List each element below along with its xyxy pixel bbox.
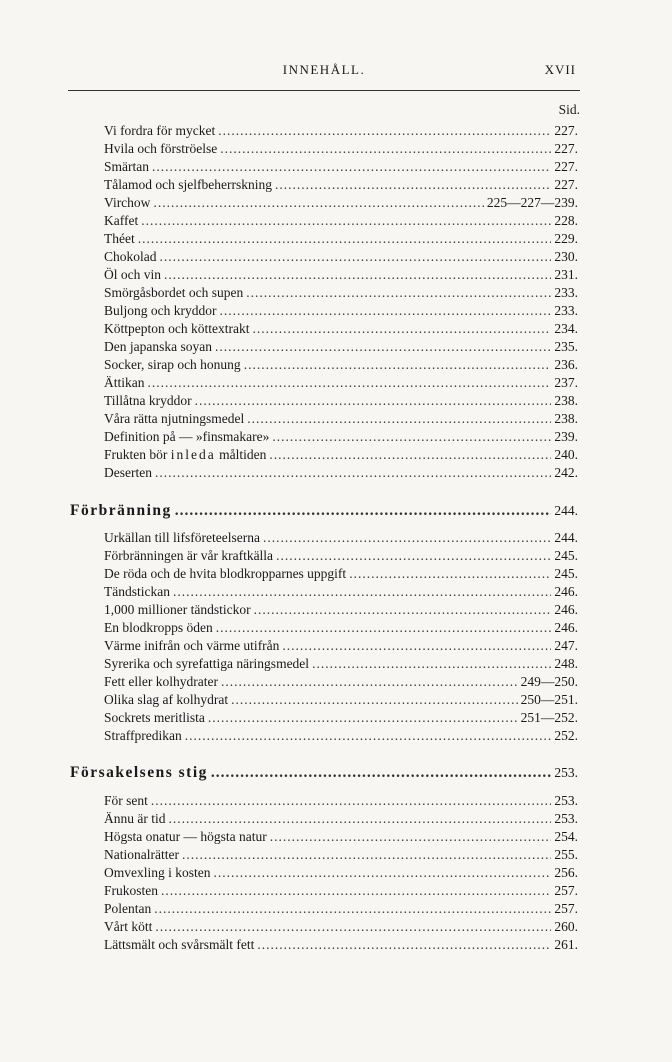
toc-entry: Våra rätta njutningsmedel ..... 238. (104, 410, 578, 428)
toc-entry: Buljong och kryddor ..... 233. (104, 302, 578, 320)
toc-entry: Kaffet ..... 228. (104, 212, 578, 230)
page-header (68, 58, 580, 88)
toc-entry: Hvila och förströelse ..... 227. (104, 140, 578, 158)
toc-entry: Syrerika och syrefattiga näringsmedel ..... 248. (104, 655, 578, 673)
toc-entry: Omvexling i kosten ..... 256. (104, 864, 578, 882)
toc-entry: Lättsmält och svårsmält fett ..... 261. (104, 936, 578, 954)
toc-entry: Tillåtna kryddor ..... 238. (104, 392, 578, 410)
toc-entry: Frukten bör inleda måltiden ..... 240. (104, 446, 578, 464)
toc-entry: Den japanska soyan ..... 235. (104, 338, 578, 356)
toc-entry: Smärtan ..... 227. (104, 158, 578, 176)
toc-entry: Socker, sirap och honung ..... 236. (104, 356, 578, 374)
section-heading: Försakelsens stig ..... 253. (70, 764, 578, 782)
toc-entry: Köttpepton och köttextrakt ..... 234. (104, 320, 578, 338)
toc-entry: Olika slag af kolhydrat ..... 250—251. (104, 691, 578, 709)
toc-entry: Tålamod och sjelfbeherrskning ..... 227. (104, 176, 578, 194)
toc-entry: En blodkropps öden ..... 246. (104, 619, 578, 637)
toc-entry: Fett eller kolhydrater ..... 249—250. (104, 673, 578, 691)
toc-entry: Ättikan ..... 237. (104, 374, 578, 392)
toc-entry: Definition på — »finsmakare» ..... 239. (104, 428, 578, 446)
toc-entry: Virchow ..... 225—227—239. (104, 194, 578, 212)
toc-entry: Vårt kött ..... 260. (104, 918, 578, 936)
section-heading: Förbränning ..... 244. (70, 502, 578, 520)
toc-entry: Ännu är tid ..... 253. (104, 810, 578, 828)
toc-entry: Urkällan till lifsföreteelserna ..... 244. (104, 529, 578, 547)
toc-entry: Théet ..... 229. (104, 230, 578, 248)
page-column-label: Sid. (558, 102, 580, 117)
toc-entry: Deserten ..... 242. (104, 464, 578, 482)
toc-entry: 1,000 millioner tändstickor ..... 246. (104, 601, 578, 619)
toc-entry: Vi fordra för mycket ..... 227. (104, 122, 578, 140)
toc-entry: Straffpredikan ..... 252. (104, 727, 578, 745)
toc-entry: De röda och de hvita blodkropparnes uppgift ..... 245. (104, 565, 578, 583)
toc-entry: Sockrets meritlista ..... 251—252. (104, 709, 578, 727)
header-rule (68, 90, 580, 91)
toc-entry: Chokolad ..... 230. (104, 248, 578, 266)
toc-entry: Högsta onatur — högsta natur ..... 254. (104, 828, 578, 846)
toc-entry: Frukosten ..... 257. (104, 882, 578, 900)
toc-entry: För sent ..... 253. (104, 792, 578, 810)
toc-entry: Polentan ..... 257. (104, 900, 578, 918)
toc-entry: Öl och vin ..... 231. (104, 266, 578, 284)
toc-entry: Nationalrätter ..... 255. (104, 846, 578, 864)
toc-entry: Förbränningen är vår kraftkälla ..... 245. (104, 547, 578, 565)
page-number: XVII (544, 62, 576, 77)
running-title: INNEHÅLL. (282, 62, 366, 77)
toc-entry: Smörgåsbordet och supen ..... 233. (104, 284, 578, 302)
toc-entry: Tändstickan ..... 246. (104, 583, 578, 601)
toc-entry: Värme inifrån och värme utifrån ..... 247. (104, 637, 578, 655)
